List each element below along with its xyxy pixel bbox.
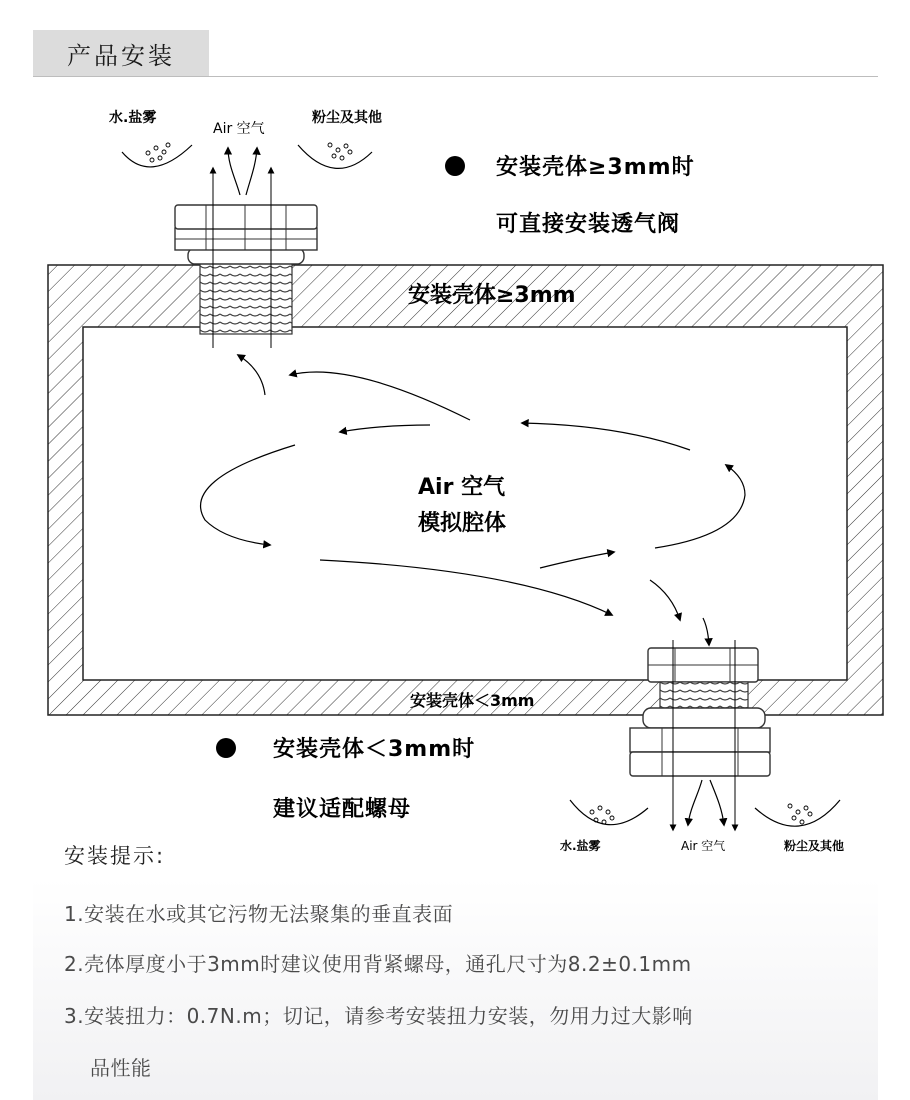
shell-thick-label: 安装壳体≥3mm bbox=[408, 283, 576, 308]
tip-item-2: 2.壳体厚度小于3mm时建议使用背紧螺母，通孔尺寸为8.2±0.1mm bbox=[64, 952, 692, 976]
bottom-air-label: Air 空气 bbox=[681, 839, 726, 853]
top-note-line2: 可直接安装透气阀 bbox=[496, 212, 681, 237]
tips-title: 安装提示: bbox=[64, 844, 166, 868]
top-note-bullet bbox=[445, 156, 465, 176]
bottom-dust-label: 粉尘及其他 bbox=[784, 839, 845, 853]
tip-item-1: 1.安装在水或其它污物无法聚集的垂直表面 bbox=[64, 902, 454, 926]
top-water-label: 水.盐雾 bbox=[109, 110, 157, 126]
center-air-label: Air 空气 bbox=[418, 475, 506, 500]
tip-item-3: 3.安装扭力：0.7N.m；切记，请参考安装扭力安装，勿用力过大影响 bbox=[64, 1004, 693, 1028]
center-cavity-label: 模拟腔体 bbox=[418, 511, 507, 536]
bottom-note-line2: 建议适配螺母 bbox=[273, 797, 412, 822]
tip-item-3-continued: 品性能 bbox=[90, 1056, 152, 1080]
top-air-label: Air 空气 bbox=[213, 121, 265, 137]
shell-thin-label: 安装壳体＜3mm bbox=[410, 691, 535, 710]
bottom-note-bullet bbox=[216, 738, 236, 758]
bottom-water-label: 水.盐雾 bbox=[560, 839, 601, 853]
section-title-text: 产品安装 bbox=[67, 41, 175, 70]
bottom-note-line1: 安装壳体＜3mm时 bbox=[273, 737, 476, 762]
top-note-line1: 安装壳体≥3mm时 bbox=[496, 155, 695, 180]
top-dust-label: 粉尘及其他 bbox=[312, 110, 382, 126]
